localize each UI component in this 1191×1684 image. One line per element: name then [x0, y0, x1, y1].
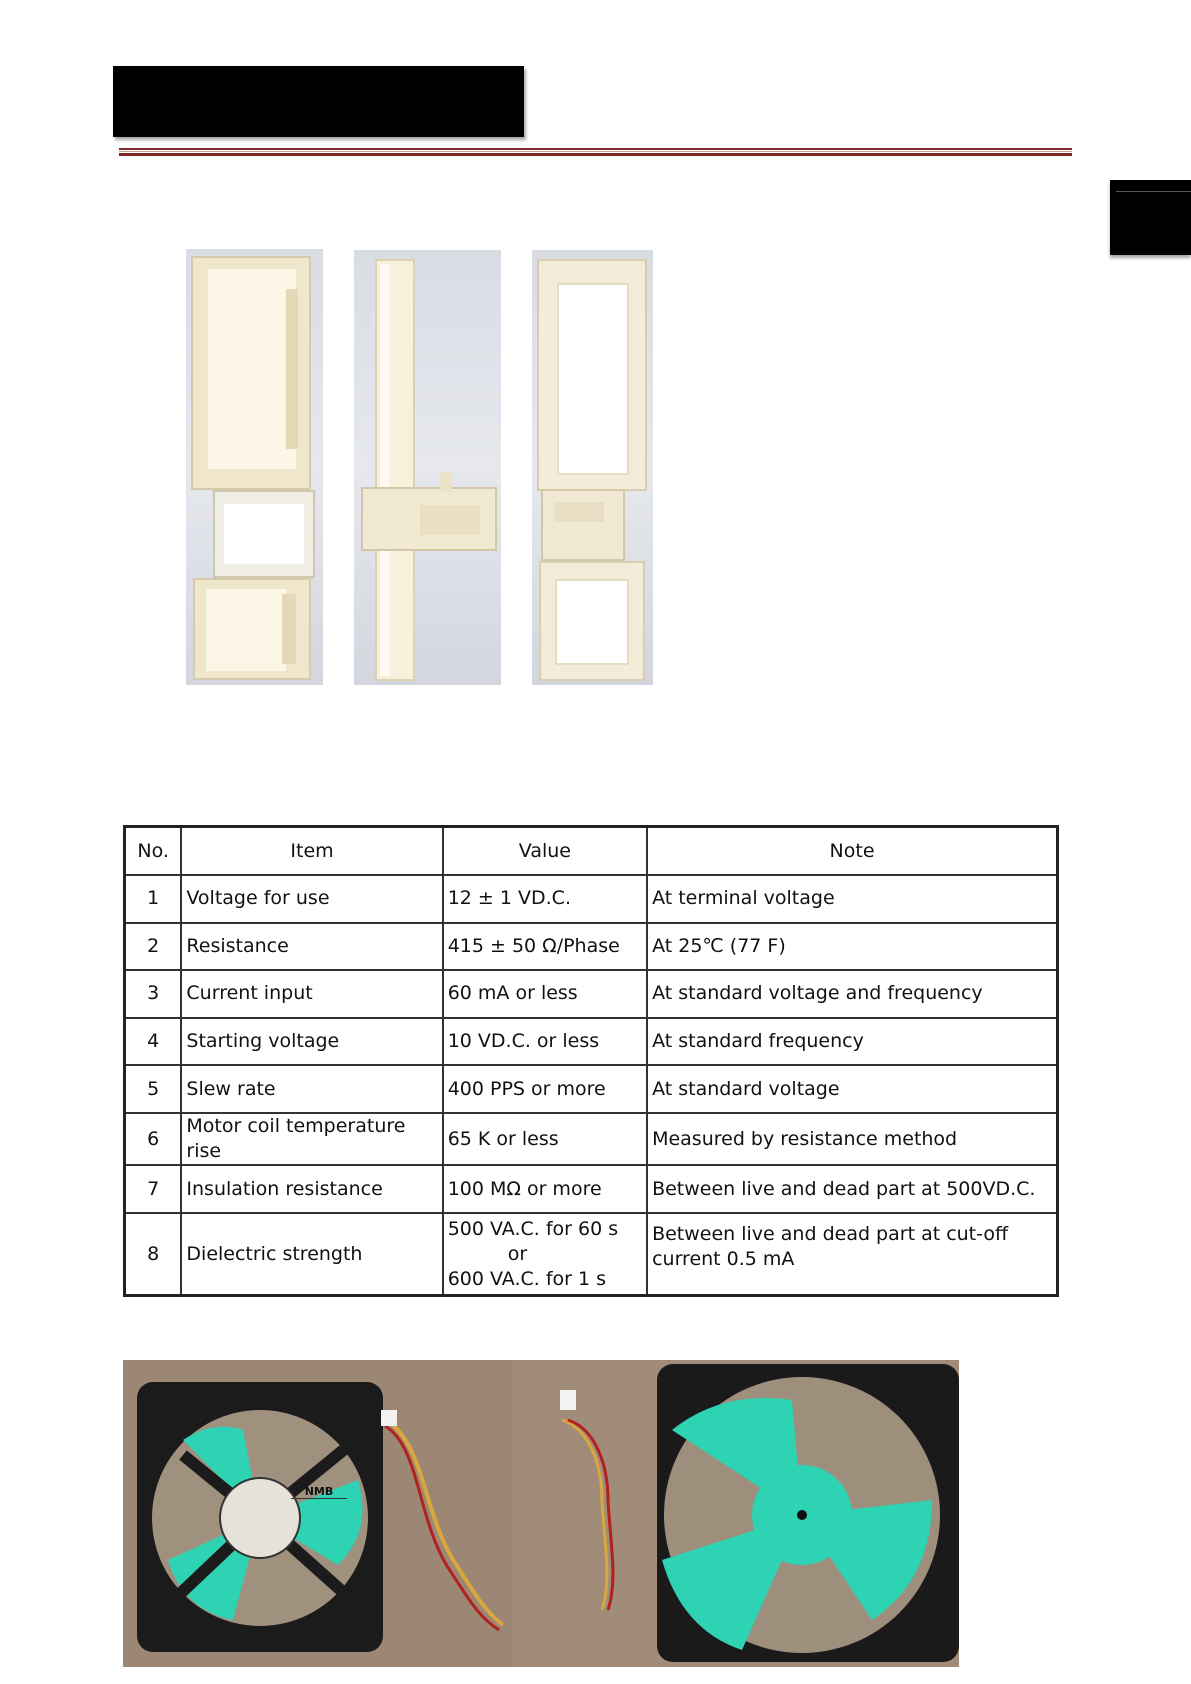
cell-item: Motor coil temperature rise: [181, 1113, 442, 1166]
cell-note: At standard voltage: [647, 1065, 1057, 1113]
value-line: 600 VA.C. for 1 s: [447, 1267, 607, 1290]
header-cell-no: No.: [125, 827, 182, 876]
value-line: or: [507, 1242, 528, 1265]
damper-photo-back: [532, 250, 653, 685]
cell-no: 4: [125, 1018, 182, 1066]
damper-photo-front: [186, 249, 323, 685]
fan-photo-back: [123, 1360, 512, 1667]
side-tab-marker: [1110, 180, 1191, 255]
cell-value: 415 ± 50 Ω/Phase: [443, 923, 647, 971]
cell-no: 7: [125, 1165, 182, 1213]
fan-photo-front: [512, 1360, 959, 1667]
damper-front-image: [186, 249, 323, 685]
cell-no: 6: [125, 1113, 182, 1166]
fan-back-image: [123, 1360, 512, 1667]
header-cell-item: Item: [181, 827, 442, 876]
cell-value: 12 ± 1 VD.C.: [443, 875, 647, 923]
cell-item: Dielectric strength: [181, 1213, 442, 1296]
cell-item: Starting voltage: [181, 1018, 442, 1066]
cell-value: 100 MΩ or more: [443, 1165, 647, 1213]
table-row: [125, 1018, 1058, 1066]
header-cell-value: Value: [443, 827, 647, 876]
table-row: [125, 970, 1058, 1018]
cell-no: 5: [125, 1065, 182, 1113]
fan-label-brand: NMB: [291, 1485, 347, 1499]
cell-note: Between live and dead part at 500VD.C.: [647, 1165, 1057, 1213]
damper-side-image: [354, 250, 501, 685]
note-line: current 0.5 mA: [652, 1248, 795, 1270]
table-row: [125, 1165, 1058, 1213]
cell-no: 3: [125, 970, 182, 1018]
table-row: [125, 1113, 1058, 1166]
cell-no: 1: [125, 875, 182, 923]
damper-back-image: [532, 250, 653, 685]
cell-value: 60 mA or less: [443, 970, 647, 1018]
cell-note: [647, 1213, 1057, 1296]
table-row: [125, 875, 1058, 923]
cell-value: 400 PPS or more: [443, 1065, 647, 1113]
cell-item: Slew rate: [181, 1065, 442, 1113]
header-cell-note: Note: [647, 827, 1057, 876]
cell-note: At 25℃ (77 F): [647, 923, 1057, 971]
table-header-row: [125, 827, 1058, 876]
cell-value: 65 K or less: [443, 1113, 647, 1166]
note-line: Between live and dead part at cut-off: [652, 1223, 1009, 1245]
cell-no: 8: [125, 1213, 182, 1296]
cell-item: Resistance: [181, 923, 442, 971]
fan-front-image: [512, 1360, 959, 1667]
cell-note: At terminal voltage: [647, 875, 1057, 923]
spec-table: [123, 825, 1059, 1297]
cell-item: Voltage for use: [181, 875, 442, 923]
cell-value: 10 VD.C. or less: [443, 1018, 647, 1066]
cell-item: Insulation resistance: [181, 1165, 442, 1213]
cell-note: Measured by resistance method: [647, 1113, 1057, 1166]
table-row: [125, 1213, 1058, 1296]
damper-photo-side: [354, 250, 501, 685]
cell-value: [443, 1213, 647, 1296]
cell-item: Current input: [181, 970, 442, 1018]
cell-no: 2: [125, 923, 182, 971]
header-rule: [119, 148, 1072, 156]
value-line: 500 VA.C. for 60 s: [447, 1217, 619, 1240]
table-row: [125, 1065, 1058, 1113]
header-black-block: [113, 66, 524, 137]
cell-note: At standard voltage and frequency: [647, 970, 1057, 1018]
cell-note: At standard frequency: [647, 1018, 1057, 1066]
table-row: [125, 923, 1058, 971]
